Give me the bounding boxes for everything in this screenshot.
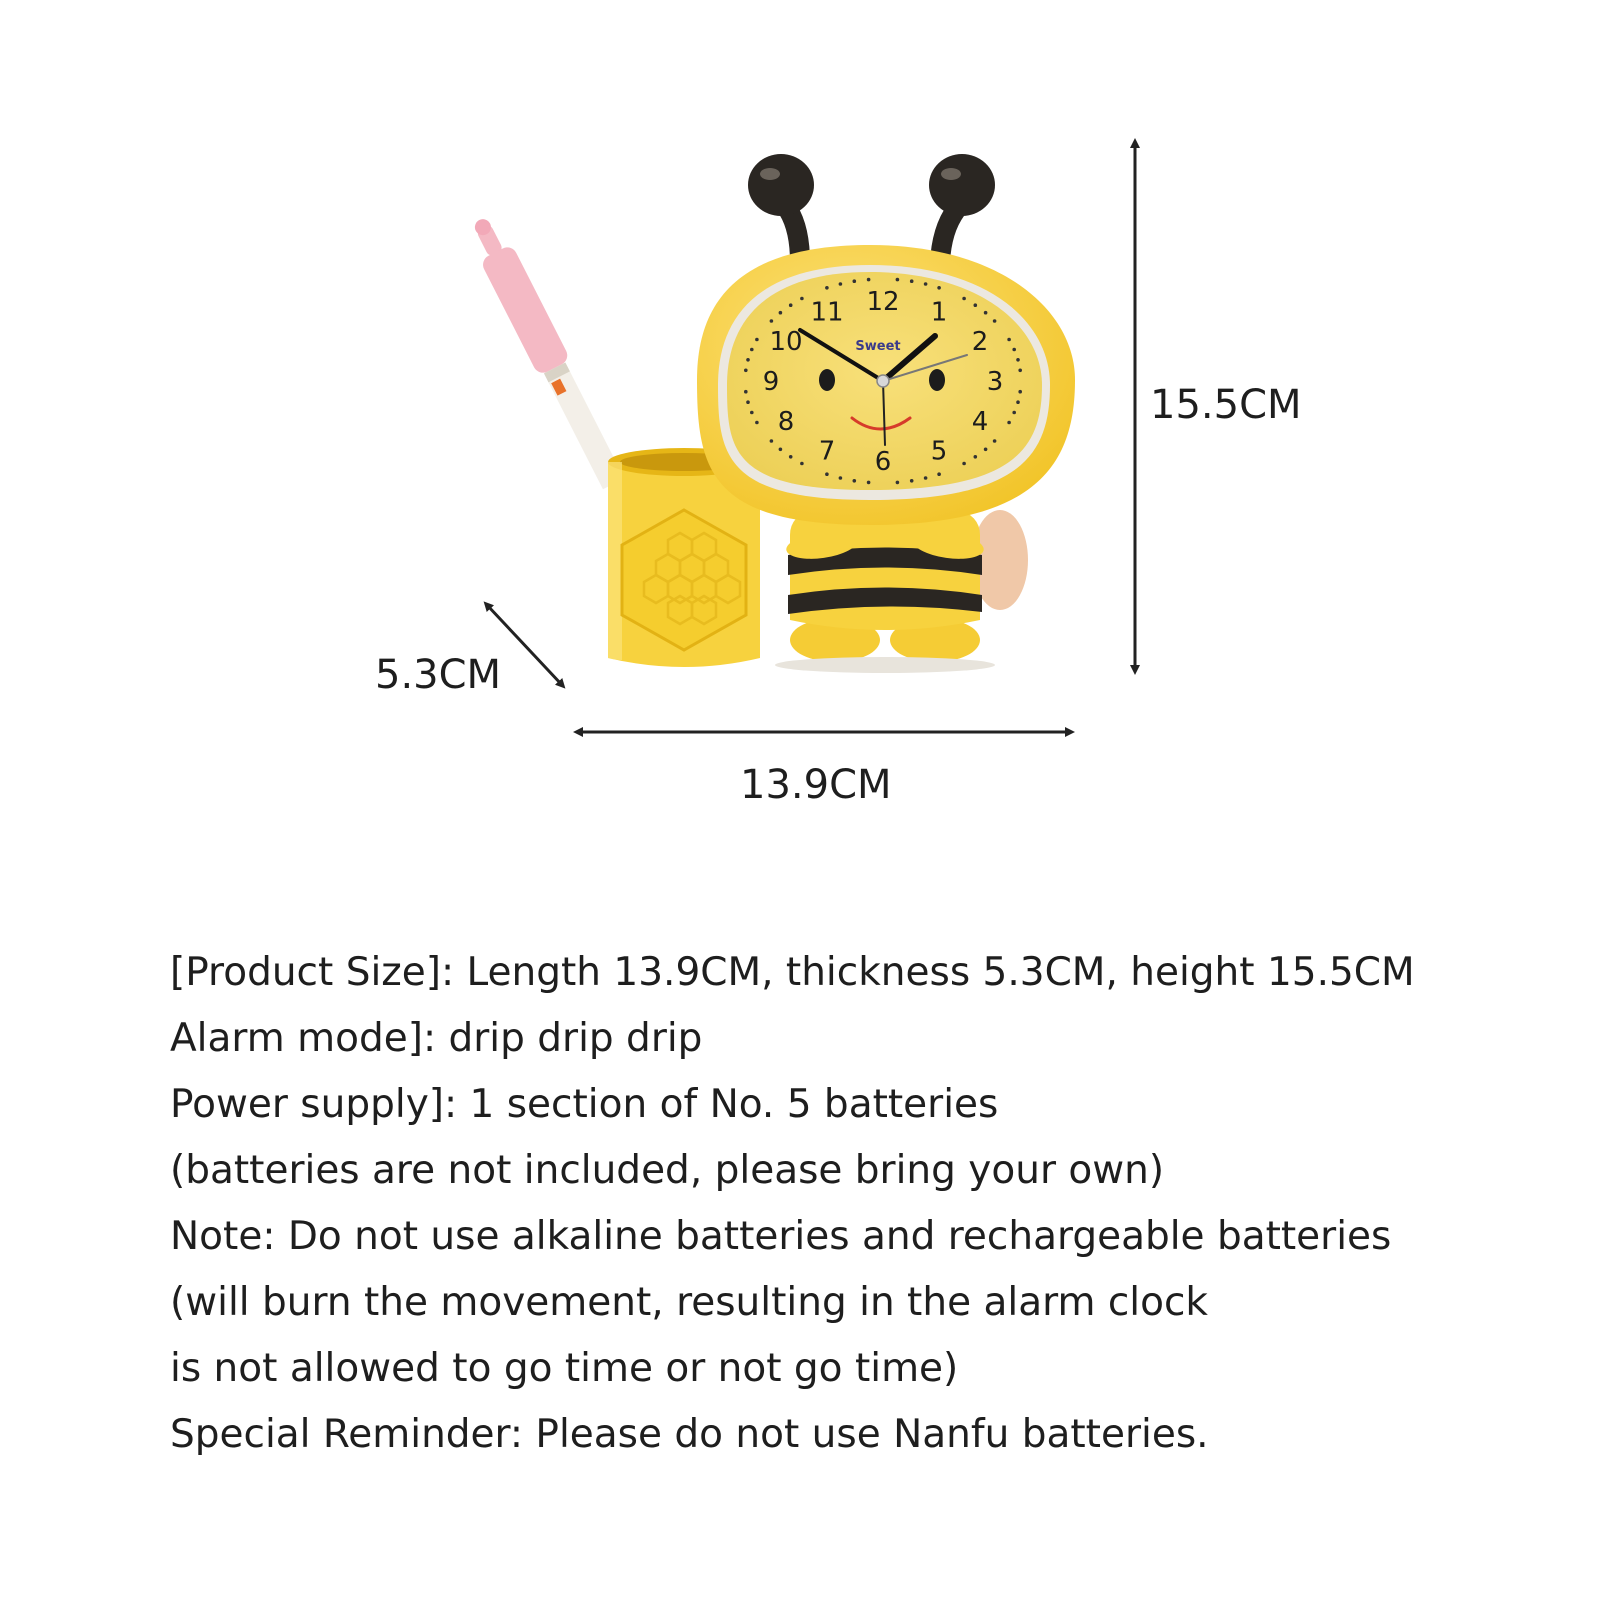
dimension-thickness-label: 5.3CM: [375, 652, 502, 698]
spec-special-reminder: Special Reminder: Please do not use Nanfu batteries.: [170, 1412, 1209, 1457]
clock-minute-tick: [1016, 358, 1020, 362]
clock-minute-tick: [1018, 369, 1022, 373]
clock-number-7: 7: [818, 436, 836, 467]
spec-power-supply: Power supply]: 1 section of No. 5 batteries: [170, 1082, 999, 1127]
clock-minute-tick: [853, 479, 857, 483]
clock-minute-tick: [974, 303, 978, 307]
clock-minute-tick: [896, 481, 900, 485]
clock-minute-tick: [853, 279, 857, 283]
clock-minute-tick: [839, 476, 843, 480]
clock-minute-tick: [1012, 411, 1016, 415]
spec-note: Note: Do not use alkaline batteries and rechargeable batteries: [170, 1214, 1392, 1259]
clock-minute-tick: [825, 286, 829, 290]
clock-number-11: 11: [810, 297, 844, 328]
clock-minute-tick: [770, 439, 774, 443]
dimension-height-label: 15.5CM: [1150, 382, 1302, 428]
clock-center-pin: [877, 375, 889, 387]
pen: [463, 212, 629, 492]
clock-minute-tick: [910, 279, 914, 283]
clock-minute-tick: [1012, 348, 1016, 352]
clock-minute-tick: [800, 462, 804, 466]
clock-minute-tick: [993, 439, 997, 443]
clock-number-8: 8: [777, 407, 795, 437]
clock-number-12: 12: [866, 287, 900, 317]
clock-minute-tick: [789, 303, 793, 307]
clock-minute-tick: [962, 462, 966, 466]
clock-minute-tick: [867, 481, 871, 485]
clock-number-1: 1: [930, 297, 948, 328]
clock-minute-tick: [746, 358, 750, 362]
clock-number-6: 6: [874, 447, 892, 477]
clock-minute-tick: [779, 311, 783, 315]
bee-body: [775, 505, 1028, 673]
clock-minute-tick: [924, 476, 928, 480]
clock-number-4: 4: [971, 407, 989, 437]
bee-left-eye: [819, 369, 835, 391]
spec-batteries-note: (batteries are not included, please bring your own): [170, 1148, 1165, 1193]
clock-minute-tick: [1018, 390, 1022, 394]
clock-minute-tick: [770, 319, 774, 323]
spec-note-detail-2: is not allowed to go time or not go time): [170, 1346, 959, 1391]
dimension-length-label: 13.9CM: [740, 762, 892, 808]
clock-number-5: 5: [930, 436, 948, 467]
clock-minute-tick: [789, 455, 793, 459]
clock-minute-tick: [984, 448, 988, 452]
spec-alarm-mode: Alarm mode]: drip drip drip: [170, 1016, 703, 1061]
bee-right-eye: [929, 369, 945, 391]
clock-minute-tick: [800, 297, 804, 301]
clock-minute-tick: [924, 282, 928, 286]
clock-minute-tick: [750, 348, 754, 352]
product-specs: [170, 940, 1570, 1468]
clock-minute-tick: [896, 278, 900, 282]
clock-minute-tick: [993, 319, 997, 323]
clock-minute-tick: [867, 278, 871, 282]
clock-number-10: 10: [769, 327, 803, 357]
clock-minute-tick: [1016, 400, 1020, 404]
clock-minute-tick: [984, 311, 988, 315]
clock-minute-tick: [839, 282, 843, 286]
clock-minute-tick: [750, 411, 754, 415]
clock-minute-tick: [755, 421, 759, 425]
clock-minute-tick: [744, 369, 748, 373]
clock-number-3: 3: [986, 367, 1004, 397]
clock-minute-tick: [755, 338, 759, 342]
clock-brand: Sweet: [855, 339, 901, 354]
clock-minute-tick: [746, 400, 750, 404]
spec-note-detail-1: (will burn the movement, resulting in the alarm clock: [170, 1280, 1208, 1325]
clock-minute-tick: [937, 286, 941, 290]
clock-minute-tick: [1007, 338, 1011, 342]
clock-number-9: 9: [762, 367, 780, 397]
clock-minute-tick: [974, 455, 978, 459]
clock-minute-tick: [937, 472, 941, 476]
clock-number-2: 2: [971, 327, 989, 357]
clock-minute-tick: [962, 297, 966, 301]
clock-minute-tick: [1007, 421, 1011, 425]
clock-minute-tick: [779, 448, 783, 452]
clock-minute-tick: [744, 390, 748, 394]
clock-minute-tick: [825, 472, 829, 476]
clock-minute-tick: [910, 479, 914, 483]
spec-product-size: [Product Size]: Length 13.9CM, thickness 5.3CM, height 15.5CM: [170, 950, 1415, 995]
